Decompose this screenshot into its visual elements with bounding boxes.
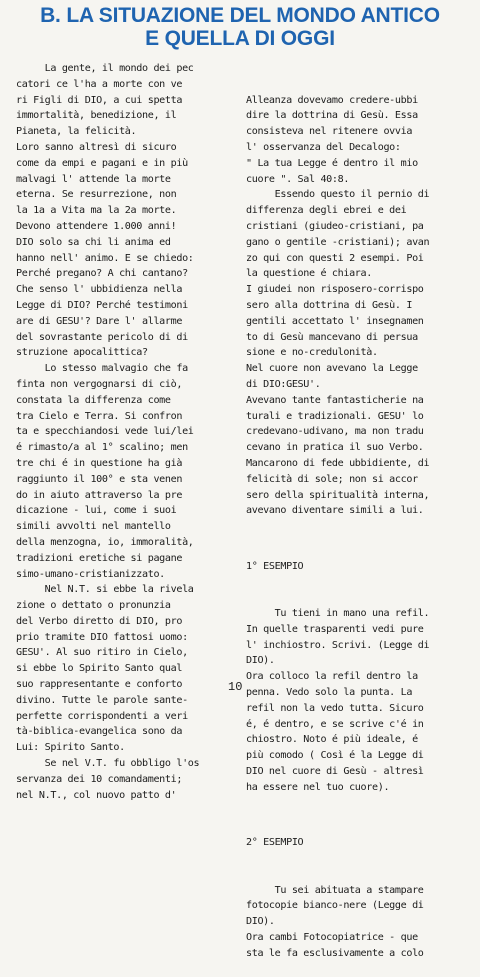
text-line: credevano-udivano, ma non tradu xyxy=(246,426,424,438)
text-line: gano o gentile -cristiani); avan xyxy=(246,236,430,248)
example-2-text xyxy=(246,883,472,962)
text-line: simili avvolti nel mantello xyxy=(16,521,171,533)
text-line: ri Figli di DIO, a cui spetta xyxy=(16,94,183,106)
text-line: cevano in pratica il suo Verbo. xyxy=(246,442,424,454)
text-line: eterna. Se resurrezione, non xyxy=(16,189,177,201)
text-line: Perché pregano? A chi cantano? xyxy=(16,268,188,280)
text-line: DIO). xyxy=(246,655,275,667)
text-line: " La tua Legge é dentro il mio xyxy=(246,157,418,169)
text-line: Che senso l' ubbidienza nella xyxy=(16,284,183,296)
text-line: la 1a a Vita ma la 2a morte. xyxy=(16,205,177,217)
example-1-text xyxy=(246,606,472,796)
example-1-heading: 1° ESEMPIO xyxy=(246,560,304,572)
text-line: come da empi e pagani e in più xyxy=(16,157,188,169)
text-line: sta le fa esclusivamente a colo xyxy=(246,947,424,959)
text-line: Ora colloco la refil dentro la xyxy=(246,671,418,683)
page-number: 10 xyxy=(228,680,243,694)
text-line: In quelle trasparenti vedi pure xyxy=(246,623,424,635)
text-line: to di Gesù mancevano di persua xyxy=(246,331,418,343)
text-line: di DIO:GESU'. xyxy=(246,378,321,390)
right-text-column xyxy=(246,61,472,977)
text-line: sero alla dottrina di Gesù. I xyxy=(246,299,413,311)
text-line: Tu sei abituata a stampare xyxy=(246,884,424,896)
text-line: Loro sanno altresì di sicuro xyxy=(16,141,177,153)
text-line: are di GESU'? Dare l' allarme xyxy=(16,315,183,327)
text-line: DIO nel cuore di Gesù - altresì xyxy=(246,766,424,778)
text-line: Mancarono di fede ubbidiente, di xyxy=(246,457,430,469)
text-line: Legge di DIO? Perché testimoni xyxy=(16,299,188,311)
text-line: consisteva nel ritenere ovvia xyxy=(246,126,413,138)
text-line: l' osservanza del Decalogo: xyxy=(246,141,401,153)
text-line: perfette corrispondenti a veri xyxy=(16,710,188,722)
text-line: dicazione - lui, come i suoi xyxy=(16,505,177,517)
text-line: del sovrastante pericolo di di xyxy=(16,331,188,343)
text-line: Essendo questo il pernio di xyxy=(246,189,430,201)
text-line: DIO solo sa chi li anima ed xyxy=(16,236,171,248)
text-line: dire la dottrina di Gesù. Essa xyxy=(246,110,418,122)
text-line: più comodo ( Così é la Legge di xyxy=(246,750,424,762)
text-line: cristiani (giudeo-cristiani, pa xyxy=(246,220,424,232)
text-line: refil non la vedo tutta. Sicuro xyxy=(246,702,424,714)
text-line: immortalità, benedizione, il xyxy=(16,110,177,122)
text-line: l' inchiostro. Scrivi. (Legge di xyxy=(246,639,430,651)
text-line: malvagi l' attende la morte xyxy=(16,173,171,185)
text-line: hanno nell' animo. E se chiedo: xyxy=(16,252,194,264)
text-line: raggiunto il 100° e sta venen xyxy=(16,473,183,485)
text-line: é rimasto/a al 1° scalino; men xyxy=(16,442,188,454)
text-line: tà-biblica-evangelica sono da xyxy=(16,726,183,738)
text-line: é, é dentro, e se scrive c'é in xyxy=(246,718,424,730)
text-line: do in aiuto attraverso la pre xyxy=(16,489,183,501)
text-line: tre chi é in questione ha già xyxy=(16,457,183,469)
text-line: chiostro. Noto é più ideale, é xyxy=(246,734,418,746)
text-line: avevano diventare simili a lui. xyxy=(246,505,424,517)
text-line: cuore ". Sal 40:8. xyxy=(246,173,350,185)
text-line: sione e no-credulonità. xyxy=(246,347,378,359)
text-line: DIO). xyxy=(246,916,275,928)
text-line: Nel cuore non avevano la Legge xyxy=(246,363,418,375)
text-line: La gente, il mondo dei pec xyxy=(16,63,194,74)
text-line: constata la differenza come xyxy=(16,394,171,406)
text-line: gentili accettato l' insegnamen xyxy=(246,315,424,327)
text-line: turali e tradizionali. GESU' lo xyxy=(246,410,424,422)
text-line: Devono attendere 1.000 anni! xyxy=(16,220,177,232)
text-line: ha essere nel tuo cuore). xyxy=(246,781,390,793)
text-line: Alleanza dovevamo credere-ubbi xyxy=(246,94,418,106)
text-line: Nel N.T. si ebbe la rivela xyxy=(16,584,194,596)
text-line: zione o dettato o pronunzia xyxy=(16,600,171,612)
text-line: GESU'. Al suo ritiro in Cielo, xyxy=(16,647,188,659)
text-line: del Verbo diretto di DIO, pro xyxy=(16,615,183,627)
page-title-line-1: B. LA SITUAZIONE DEL MONDO ANTICO xyxy=(40,4,440,27)
text-line: della menzogna, io, immoralità, xyxy=(16,536,194,548)
text-line: Pianeta, la felicità. xyxy=(16,126,137,138)
text-line: suo rappresentante e conforto xyxy=(16,679,183,691)
text-line: Tu tieni in mano una refil. xyxy=(246,608,430,620)
text-line: Lo stesso malvagio che fa xyxy=(16,363,188,375)
text-line: tra Cielo e Terra. Si confron xyxy=(16,410,183,422)
text-line: la questione é chiara. xyxy=(246,268,372,280)
text-line: sero della spiritualità interna, xyxy=(246,489,430,501)
text-line: penna. Vedo solo la punta. La xyxy=(246,687,413,699)
page-title-line-2: E QUELLA DI OGGI xyxy=(145,27,335,50)
text-line: felicità di sole; non si accor xyxy=(246,473,418,485)
text-line: divino. Tutte le parole sante- xyxy=(16,694,188,706)
text-line: fotocopie bianco-nere (Legge di xyxy=(246,900,424,912)
text-line: servanza dei 10 comandamenti; xyxy=(16,773,183,785)
text-line: Ora cambi Fotocopiatrice - que xyxy=(246,932,418,944)
text-line: differenza degli ebrei e dei xyxy=(246,205,407,217)
text-line: si ebbe lo Spirito Santo qual xyxy=(16,663,183,675)
text-line: I giudei non risposero-corrispo xyxy=(246,284,424,296)
text-line: catori ce l'ha a morte con ve xyxy=(16,78,183,90)
text-line: zo qui con questi 2 esempi. Poi xyxy=(246,252,424,264)
text-line: Se nel V.T. fu obbligo l'os xyxy=(16,758,200,770)
text-line: tradizioni eretiche si pagane xyxy=(16,552,183,564)
left-text-column xyxy=(16,61,238,803)
text-line: ta e specchiandosi vede lui/lei xyxy=(16,426,194,438)
text-line: Lui: Spirito Santo. xyxy=(16,742,125,754)
text-line: struzione apocalittica? xyxy=(16,347,148,359)
text-line: Avevano tante fantasticherie na xyxy=(246,394,424,406)
text-line: nel N.T., col nuovo patto d' xyxy=(16,789,177,801)
example-2-heading: 2° ESEMPIO xyxy=(246,837,304,849)
text-line: prio tramite DIO fattosi uomo: xyxy=(16,631,188,643)
right-intro-text xyxy=(246,93,472,520)
text-line: finta non vergognarsi di ciò, xyxy=(16,378,183,390)
text-line: simo-umano-cristianizzato. xyxy=(16,568,165,580)
